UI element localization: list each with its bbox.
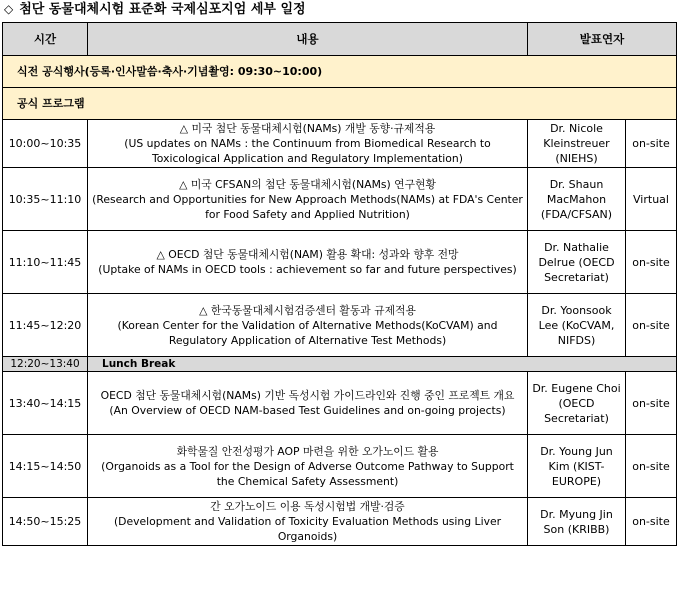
session-title: 화학물질 안전성평가 AOP 마련을 위한 오가노이드 활용 [176,444,439,458]
session-presenter: Dr. Nicole Kleinstreuer (NIEHS) [528,120,626,168]
page-title [0,0,680,22]
page-title-text: 첨단 동물대체시험 표준화 국제심포지엄 세부 일정 [19,2,306,17]
session-presenter: Dr. Nathalie Delrue (OECD Secretariat) [528,231,626,294]
header-content: 내용 [88,23,528,56]
session-title: 간 오가노이드 이용 독성시험법 개발·검증 [210,500,405,513]
session-time: 14:50~15:25 [3,498,88,546]
session-row [3,372,677,435]
session-english: (US updates on NAMs : the Continuum from Biomedical Research to Toxicological Application and Regulatory Implementation) [124,137,491,165]
session-content [88,168,528,231]
session-content [88,498,528,546]
session-english: (Organoids as a Tool for the Design of Adverse Outcome Pathway to Support the Chemical Safety Assessment) [101,459,514,488]
session-title: OECD 첨단 동물대체시험(NAMs) 기반 독성시험 가이드라인와 진행 중인 프로젝트 개요 [100,389,515,402]
session-presenter: Dr. Yoonsook Lee (KoCVAM, NIFDS) [528,294,626,357]
ceremony-row [3,56,677,88]
session-content [88,231,528,294]
session-english: (Research and Opportunities for New Approach Methods(NAMs) at FDA's Center for Food Safety and Applied Nutrition) [92,192,523,221]
session-mode: on-site [626,231,677,294]
official-program-text: 공식 프로그램 [3,88,677,120]
session-title: △ 미국 CFSAN의 첨단 동물대체시험(NAMs) 연구현황 [179,177,436,191]
session-row [3,168,677,231]
header-presenter: 발표연자 [528,23,677,56]
session-presenter: Dr. Shaun MacMahon (FDA/CFSAN) [528,168,626,231]
session-english: (Uptake of NAMs in OECD tools : achievement so far and future perspectives) [98,263,517,276]
session-row [3,498,677,546]
lunch-label: Lunch Break [88,357,677,372]
session-content [88,435,528,498]
session-presenter: Dr. Eugene Choi (OECD Secretariat) [528,372,626,435]
session-presenter: Dr. Young Jun Kim (KIST-EUROPE) [528,435,626,498]
lunch-time: 12:20~13:40 [3,357,88,372]
session-time: 11:10~11:45 [3,231,88,294]
ceremony-text: 식전 공식행사(등록·인사말씀·축사·기념촬영: 09:30~10:00) [3,56,677,88]
session-english: (Development and Validation of Toxicity Evaluation Methods using Liver Organoids) [113,515,502,543]
session-title: △ 미국 첨단 동물대체시험(NAMs) 개발 동향·규제적용 [179,122,436,135]
session-time: 11:45~12:20 [3,294,88,357]
session-content [88,372,528,435]
session-mode: Virtual [626,168,677,231]
session-mode: on-site [626,120,677,168]
session-mode: on-site [626,294,677,357]
session-time: 14:15~14:50 [3,435,88,498]
official-program-row [3,88,677,120]
session-row [3,120,677,168]
session-title: △ 한국동물대체시험검증센터 활동과 규제적용 [199,303,416,317]
session-mode: on-site [626,498,677,546]
session-row [3,231,677,294]
session-english: (Korean Center for the Validation of Alternative Methods(KoCVAM) and Regulatory Application of Alternative Test Methods) [117,318,498,347]
session-time: 10:00~10:35 [3,120,88,168]
schedule-table [2,22,677,546]
session-row [3,294,677,357]
diamond-bullet-icon: ◇ [4,2,14,16]
header-time: 시간 [3,23,88,56]
session-row [3,435,677,498]
session-content [88,120,528,168]
lunch-row [3,357,677,372]
session-time: 13:40~14:15 [3,372,88,435]
session-title: △ OECD 첨단 동물대체시험(NAM) 활용 확대: 성과와 향후 전망 [156,248,459,261]
session-content [88,294,528,357]
header-row [3,23,677,56]
session-time: 10:35~11:10 [3,168,88,231]
session-english: (An Overview of OECD NAM-based Test Guidelines and on-going projects) [109,404,506,417]
session-mode: on-site [626,372,677,435]
session-mode: on-site [626,435,677,498]
session-presenter: Dr. Myung Jin Son (KRIBB) [528,498,626,546]
